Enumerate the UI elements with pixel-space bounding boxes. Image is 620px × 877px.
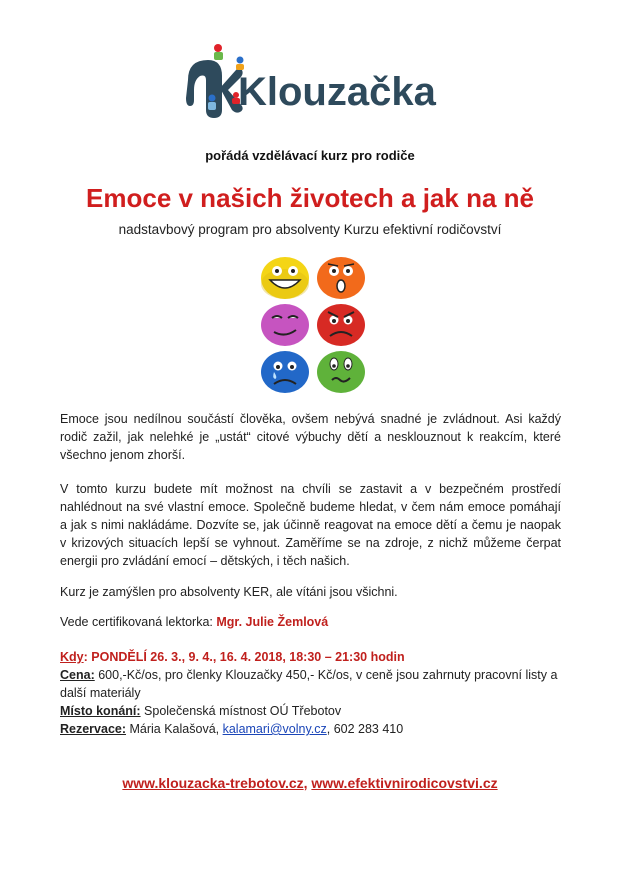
course-title: Emoce v našich životech a jak na ně xyxy=(86,183,534,213)
surprised-face-icon xyxy=(317,257,365,299)
klouzacka-website-link[interactable]: www.klouzacka-trebotov.cz xyxy=(122,775,304,791)
logo-text: Klouzačka xyxy=(238,70,436,114)
reservation-phone: , 602 283 410 xyxy=(326,722,404,736)
info-price xyxy=(60,666,560,702)
happy-face-icon xyxy=(261,257,309,299)
info-place xyxy=(60,702,560,720)
place-label: Místo konání: xyxy=(60,704,141,718)
paragraph-intro: Emoce jsou nedílnou součástí člověka, ovšem nebývá snadné je zvládnout. Asi každý rodič zažil, jak nelehké je „ustát“ citové výbuchy dětí a nesklouznout k reakcím, které všechno jenom zhorší. xyxy=(60,412,561,462)
when-value: : PONDĚLÍ 26. 3., 9. 4., 16. 4. 2018, 18:30 – 21:30 hodin xyxy=(83,650,405,664)
lector-label: Vede certifikovaná lektorka: xyxy=(60,615,213,629)
web-links xyxy=(0,775,620,791)
sneaky-face-icon xyxy=(261,304,309,346)
intro-text: pořádá vzdělávací kurz pro rodiče xyxy=(205,148,415,163)
emotion-faces-image xyxy=(258,254,368,396)
sad-face-icon xyxy=(261,351,309,393)
price-value: 600,-Kč/os, pro členky Klouzačky 450,- Kč/os, v ceně jsou zahrnuty pracovní listy a další materiály xyxy=(60,668,558,700)
price-label: Cena: xyxy=(60,668,95,682)
place-value: Společenská místnost OÚ Třebotov xyxy=(140,704,342,718)
efektivni-rodicovstvi-website-link[interactable]: www.efektivnirodicovstvi.cz xyxy=(311,775,498,791)
klouzacka-logo xyxy=(178,40,448,120)
course-info xyxy=(60,648,560,738)
reservation-label: Rezervace: xyxy=(60,722,127,736)
lector-line xyxy=(60,615,328,629)
reservation-email-link[interactable]: kalamari@volny.cz xyxy=(222,722,327,736)
paragraph-audience: Kurz je zamýšlen pro absolventy KER, ale vítáni jsou všichni. xyxy=(60,585,398,599)
course-subtitle: nadstavbový program pro absolventy Kurzu efektivní rodičovství xyxy=(118,222,502,237)
paragraph-course: V tomto kurzu budete mít možnost na chvíli se zastavit a v bezpečném prostředí nahlédnout na své vlastní emoce. Společně budeme hledat, v čem nám emoce pomáhají a jak s nimi nakládáme. Dozvíte se, jak účinně reagovat na emoce dětí a čemu je naopak v krizových situacích lepší se vyhnout. Zaměříme se na zdroje, z nichž můžeme čerpat energii pro zvládání emocí – dětských, i těch našich. xyxy=(60,482,561,568)
info-reservation xyxy=(60,720,560,738)
angry-face-icon xyxy=(317,304,365,346)
when-label: Kdy xyxy=(60,650,84,664)
reservation-name: Mária Kalašová, xyxy=(126,722,223,736)
info-when xyxy=(60,648,560,666)
lector-name: Mgr. Julie Žemlová xyxy=(216,615,329,629)
sick-face-icon xyxy=(317,351,365,393)
web-separator: , xyxy=(303,775,312,791)
